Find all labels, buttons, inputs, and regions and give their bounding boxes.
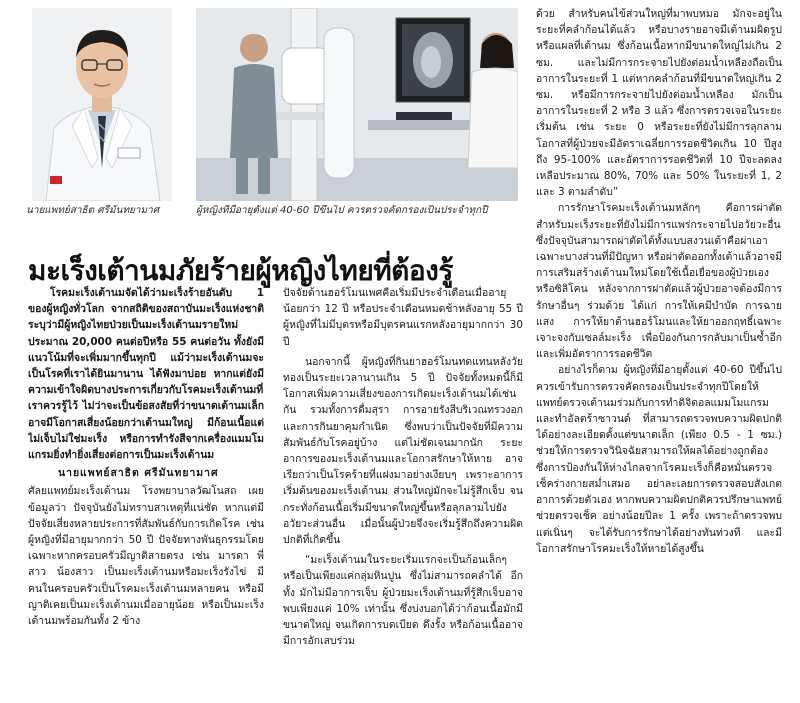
article-column-3 — [536, 6, 782, 699]
body-paragraph: อย่างไรก็ตาม ผู้หญิงที่มีอายุตั้งแต่ 40-60 ปีขึ้นไป ควรเข้ารับการตรวจคัดกรองเป็นประจำทุกปีโดยให้แพทย์ตรวจเต้านมร่วมกับการทำดิจิตอลแมมโมแกรมและทำอัลตร้าซาวนด์ ที่สามารถตรวจพบความผิดปกติได้อย่างละเอียดตั้งแต่ขนาดเล็ก (เพียง 0.5 - 1 ซม.) ช่วยให้การตรวจวินิจฉัยสามารถให้ผลได้อย่างถูกต้อง ซึ่งการป้องกันให้ห่างไกลจากโรคมะเร็งก็คือหมั่นตรวจเช็คร่างกายสม่ำเสมอ อย่าละเลยการตรวจสอบสังเกตอาการด้วยตัวเอง หากพบความผิดปกติควรปรึกษาแพทย์ช่วยตรวจเช็ค อย่างน้อยปีละ 1 ครั้ง เพราะถ้าตรวจพบแต่เนิ่นๆ จะได้รับการรักษาได้อย่างทันท่วงที และมีโอกาสรักษาโรคมะเร็งให้หายได้สูงขึ้น — [536, 364, 782, 555]
doctor-caption: นายแพทย์สาธิต ศรีมันทยามาศ — [26, 205, 160, 216]
body-paragraph: ด้วย สำหรับคนไข้ส่วนใหญ่ที่มาพบหมอ มักจะอยู่ในระยะที่คลำก้อนได้แล้ว หรือบางรายอาจมีเต้านมผิดรูปหรือแผลที่เต้านม ซึ่งก้อนเนื้อหากมีขนาดใหญ่ไม่เกิน 2 ซม. และไม่มีการกระจายไปยังต่อมน้ำเหลืองถือเป็นอาการในระยะที่ 1 แต่หากคลำก้อนที่มีขนาดใหญ่เกิน 2 ซม. หรือมีการกระจายไปยังต่อมน้ำเหลือง มักเป็นอาการในระยะที่ 2 หรือ 3 แล้ว ซึ่งการตรวจเจอในระยะเริ่มต้น เช่น ระยะ 0 หรือระยะที่ยังไม่มีการลุกลาม โอกาสที่ผู้ป่วยจะมีอัตราเฉลี่ยการรอดชีวิตเกิน 10 ปีสูงถึง 95-100% และอัตราการรอดชีวิตที่ 10 ปีจะลดลงเหลือประมาณ 80%, 70% และ 50% ในระยะที่ 1, 2 และ 3 ตามลำดับ” — [536, 8, 782, 199]
body-paragraph: นอกจากนี้ ผู้หญิงที่กินยาฮอร์โมนทดแทนหลังวัยทองเป็นระยะเวลานานเกิน 5 ปี ปัจจัยทั้งหมดนี้ก็มีโอกาสเพิ่มความเสี่ยงของการเกิดมะเร็งเต้านมได้เช่นกัน รวมทั้งการดื่มสุรา การอายรังสีบริเวณทรวงอก และการกินยาคุมกำเนิด ซึ่งพบว่าเป็นปัจจัยที่มีความสัมพันธ์กับโรคอยู่บ้าง แต่ไม่ชัดเจนมากนัก ระยะอาการของมะเร็งเต้านมและโอกาสรักษาให้หาย อาจเรียกว่าเป็นโรคร้ายที่แฝงมาอย่างเงียบๆ เพราะอาการเริ่มต้นของมะเร็งเต้านม ส่วนใหญ่มักจะไม่รู้สึกเจ็บ จนกระทั่งก้อนเนื้อเริ่มมีขนาดใหญ่ขึ้นหรือลุกลามไปยังอวัยวะส่วนอื่น เมื่อนั้นผู้ป่วยจึงจะเริ่มรู้สึกถึงความผิดปกติที่เกิดขึ้น — [283, 355, 523, 547]
doctor-illustration — [32, 8, 172, 201]
article-column-2 — [283, 285, 523, 699]
mammogram-photo — [196, 8, 518, 201]
body-paragraph: ศัลยแพทย์มะเร็งเต้านม โรงพยาบาลวัฒโนสถ เผยข้อมูลว่า ปัจจุบันยังไม่ทราบสาเหตุที่แน่ชัด หากแต่มีปัจจัยเสี่ยงหลายประการที่สัมพันธ์กับการเกิดโรค เช่น ผู้หญิงที่มีอายุมากกว่า 50 ปี ปัจจัยทางพันธุกรรมโดยเฉพาะหากครอบครัวมีญาติสายตรง เช่น มารดา พี่สาว น้องสาว เป็นมะเร็งเต้านมหรือมะเร็งรังไข่ มีคนในครอบครัวเป็นโรคมะเร็งเต้านมหลายคน หรือมีญาติเคยเป็นมะเร็งเต้านมเมื่ออายุน้อย หรือเป็นมะเร็งเต้านมพร้อมกันทั้ง 2 ข้าง — [28, 485, 264, 628]
author-byline: นายแพทย์สาธิต ศรีมันทยามาศ — [58, 467, 219, 480]
body-paragraph: ปัจจัยด้านฮอร์โมนเพศคือเริ่มมีประจำเดือนเมื่ออายุน้อยกว่า 12 ปี หรือประจำเดือนหมดช้าหลังอายุ 55 ปี ผู้หญิงที่ไม่มีบุตรหรือมีบุตรคนแรกหลังอายุมากกว่า 30 ปี — [283, 287, 523, 348]
lead-paragraph: โรคมะเร็งเต้านมจัดได้ว่ามะเร็งร้ายอันดับ 1 ของผู้หญิงทั่วโลก จากสถิติของสถาบันมะเร็งแห่งชาติ ระบุว่ามีผู้หญิงไทยป่วยเป็นมะเร็งเต้านมรายใหม่ประมาณ 20,000 คนต่อปีหรือ 55 คนต่อวัน ทั้งยังมีแนวโน้มที่จะเพิ่มมากขึ้นทุกปี แม้ว่ามะเร็งเต้านมจะเป็นโรคที่เราได้ยินมานาน ได้ฟังมาบ่อย หากแต่ยังมีความเข้าใจผิดบางประการเกี่ยวกับโรคมะเร็งเต้านมที่เราควรรู้ไว้ ไม่ว่าจะเป็นข้อสงสัยที่ว่าขนาดเต้านมเล็กอาจมีโอกาสเสี่ยงน้อยกว่าเต้านมใหญ่ มีก้อนเนื้อแต่ไม่เจ็บไม่ใช่มะเร็ง หรือการทำรังสีจากเครื่องแมมโมแกรมยิ่งทำยิ่งเสี่ยงต่อการเป็นมะเร็งเต้านม — [28, 287, 264, 462]
quote-paragraph: “มะเร็งเต้านมในระยะเริ่มแรกจะเป็นก้อนเล็กๆ หรือเป็นเพียงแค่กลุ่มหินปูน ซึ่งไม่สามารถคลำได้ อีกทั้ง มักไม่มีอาการเจ็บ ผู้ป่วยมะเร็งเต้านมที่รู้สึกเจ็บอาจพบเพียงแค่ 10% เท่านั้น ซึ่งบ่งบอกได้ว่าก้อนเนื้อมักมีขนาดใหญ่ จนเกิดการบดเบียด ดึงรั้ง หรือก้อนเนื้ออาจมีการอักเสบร่วม — [283, 554, 523, 648]
mammogram-illustration — [196, 8, 518, 201]
mammogram-caption: ผู้หญิงที่มีอายุตั้งแต่ 40-60 ปีขึ้นไป ควรตรวจคัดกรองเป็นประจำทุกปี — [196, 205, 488, 216]
body-paragraph: การรักษาโรคมะเร็งเต้านมหลักๆ คือการผ่าตัด สำหรับมะเร็งระยะที่ยังไม่มีการแพร่กระจายไปอวัยวะอื่น ซึ่งปัจจุบันสามารถผ่าตัดได้ทั้งแบบสงวนเต้าคือผ่าเอาเฉพาะบางส่วนที่มีปัญหา หรือผ่าตัดออกทั้งเต้าแล้วอาจมีการเสริมสร้างเต้านมใหม่โดยใช้เนื้อเยื่อของผู้ป่วยเองหรือซิลิโคน หลังจากการผ่าตัดแล้วผู้ป่วยอาจต้องมีการรักษาอื่นๆ ร่วมด้วย ได้แก่ การให้เคมีบำบัด การฉายแสง การให้ยาต้านฮอร์โมนและให้ยาออกฤทธิ์เฉพาะเจาะจงกับเซลล์มะเร็ง เพื่อป้องกันการกลับมาเป็นซ้ำอีก และเพิ่มอัตราการรอดชีวิต — [536, 202, 782, 361]
article-headline: มะเร็งเต้านมภัยร้ายผู้หญิงไทยที่ต้องรู้ — [28, 253, 453, 287]
doctor-photo — [32, 8, 172, 201]
article-column-1 — [28, 285, 264, 699]
